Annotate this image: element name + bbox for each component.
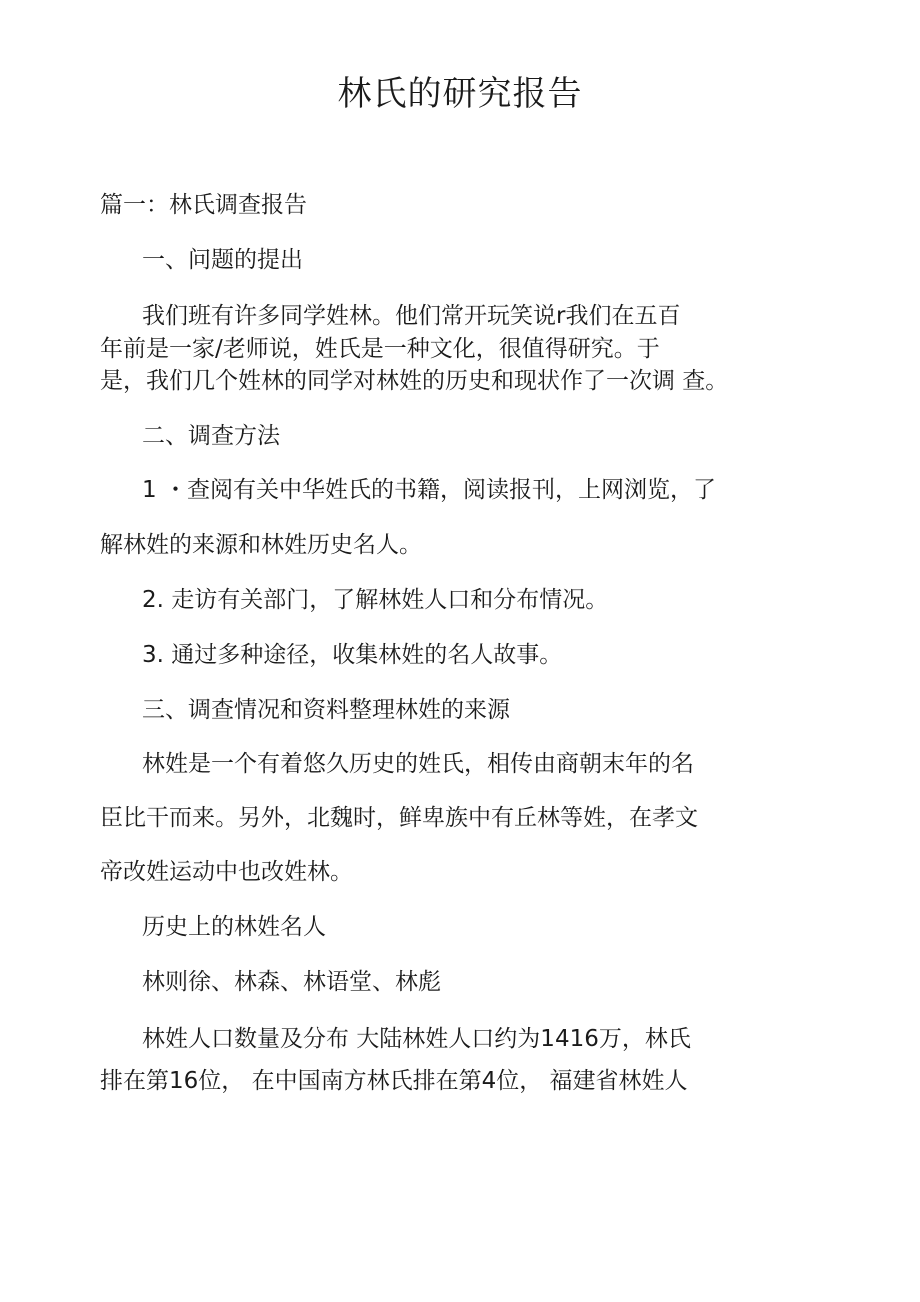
- heading-problem: 一、问题的提出: [142, 247, 303, 273]
- paragraph-line: 帝改姓运动中也改姓林。: [100, 859, 353, 885]
- paragraph-line: 排在第16位， 在中国南方林氏排在第4位， 福建省林姓人: [100, 1068, 688, 1094]
- list-item-continuation: 解林姓的来源和林姓历史名人。: [100, 532, 422, 558]
- heading-findings: 三、调查情况和资料整理林姓的来源: [142, 697, 510, 723]
- paragraph-line: 年前是一家/老师说，姓氏是一种文化，很值得研究。于: [100, 336, 660, 362]
- paragraph-line: 是，我们几个姓林的同学对林姓的历史和现状作了一次调 查。: [100, 368, 729, 394]
- list-item: 1 ・查阅有关中华姓氏的书籍，阅读报刊，上网浏览，了: [142, 477, 716, 503]
- document-title: 林氏的研究报告: [337, 74, 583, 114]
- subheading-famous-people: 历史上的林姓名人: [142, 914, 326, 940]
- paragraph-line: 臣比干而来。另外，北魏时，鲜卑族中有丘林等姓，在孝文: [100, 805, 698, 831]
- famous-people-list: 林则徐、林森、林语堂、林彪: [142, 969, 441, 995]
- list-item: 3. 通过多种途径，收集林姓的名人故事。: [142, 642, 563, 668]
- heading-method: 二、调查方法: [142, 423, 280, 449]
- section-heading-part1: 篇一：林氏调查报告: [100, 192, 307, 218]
- paragraph-line: 我们班有许多同学姓林。他们常开玩笑说r我们在五百: [142, 303, 681, 329]
- list-item: 2. 走访有关部门，了解林姓人口和分布情况。: [142, 587, 609, 613]
- paragraph-line: 林姓人口数量及分布 大陆林姓人口约为1416万，林氏: [142, 1026, 691, 1052]
- paragraph-line: 林姓是一个有着悠久历史的姓氏，相传由商朝末年的名: [142, 751, 694, 777]
